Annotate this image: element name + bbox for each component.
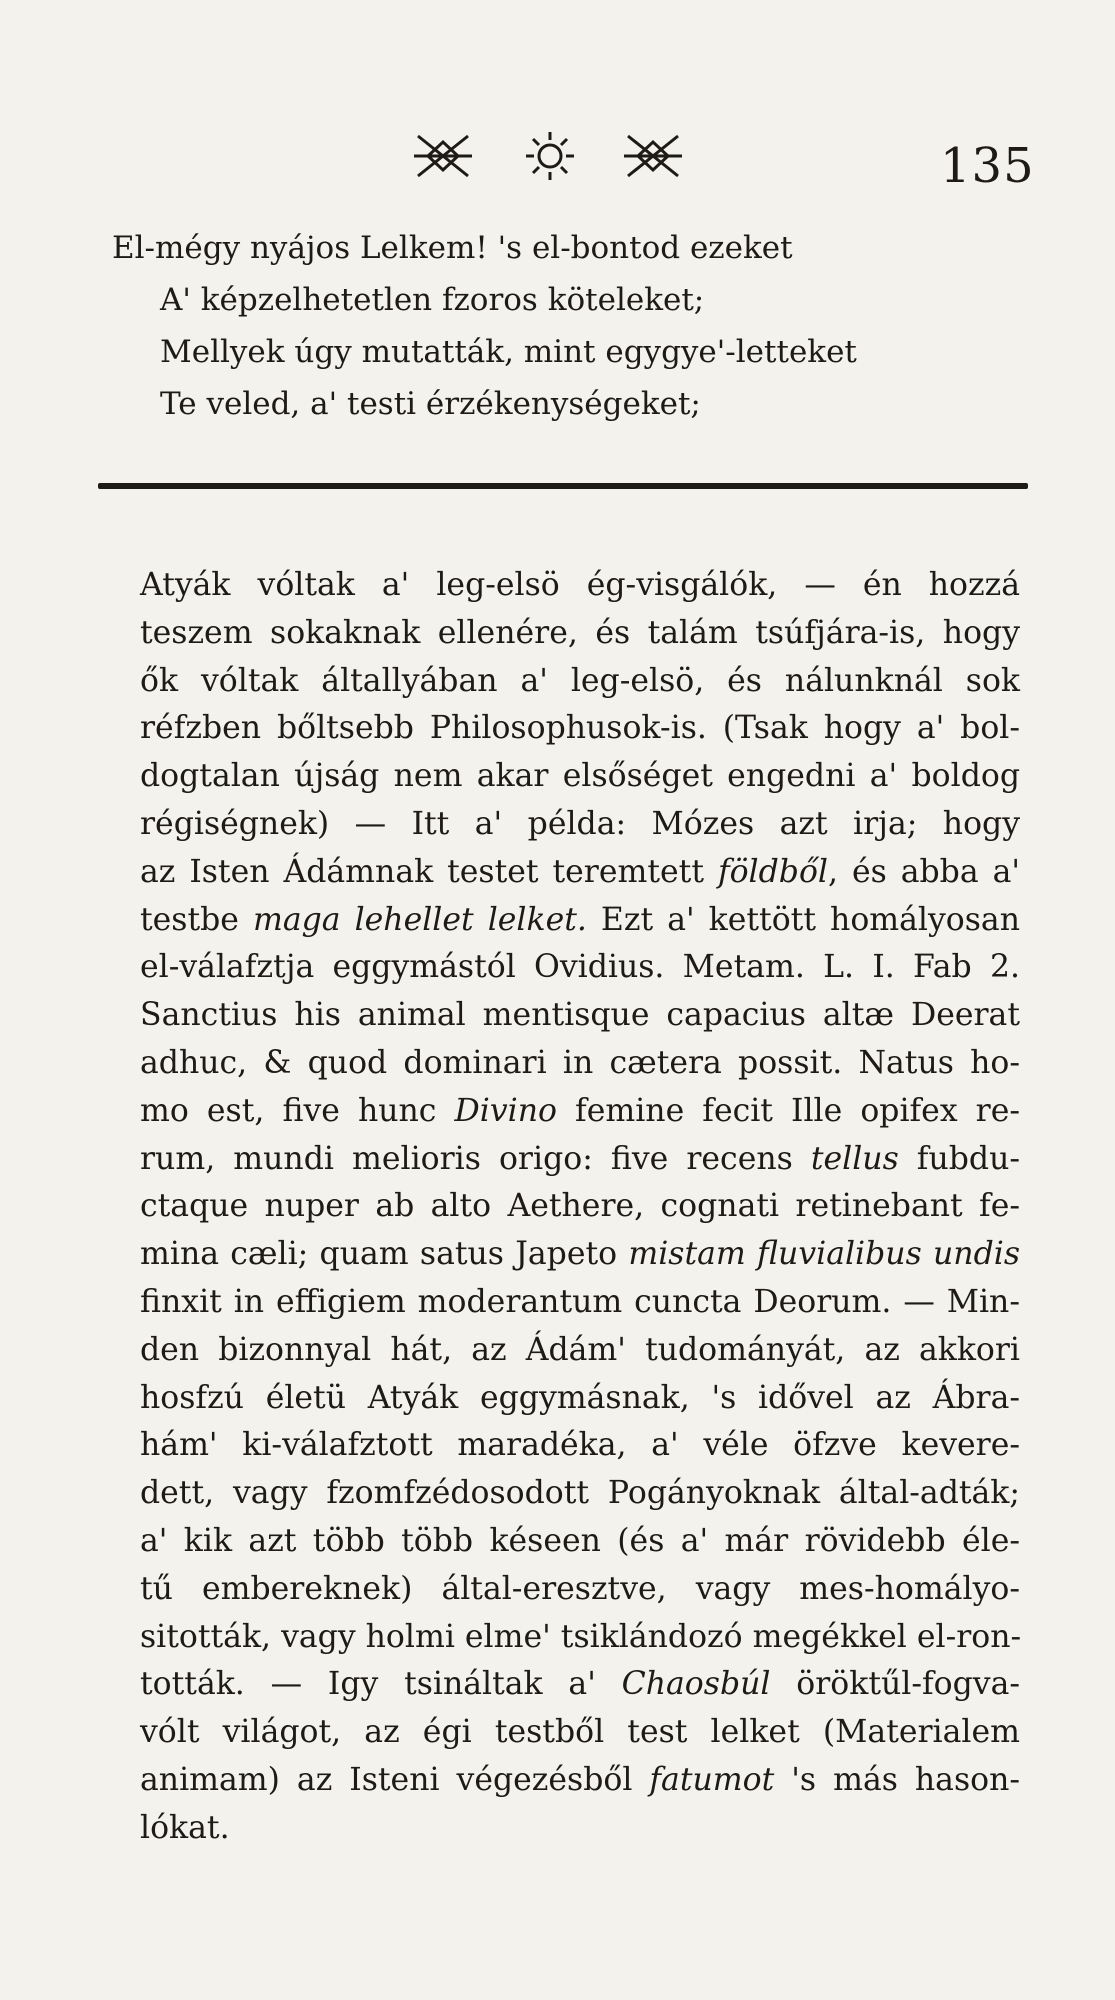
italic-run: Chaosbúl [621, 1666, 771, 1703]
text-run: 's más hason- [774, 1761, 1021, 1798]
text-run: , és abba a' [828, 853, 1021, 890]
text-run: el-válafztja eggymástól Ovidius. Metam. L. I. Fab 2. [140, 949, 1020, 986]
ornament-right-icon [624, 136, 682, 176]
text-run: az Isten Ádámnak testet teremtett [140, 853, 718, 890]
prose-line [140, 1040, 1020, 1088]
text-run: réfzben bőltsebb Philosophusok-is. (Tsak hogy a' bol- [140, 710, 1020, 747]
italic-run: tellus [810, 1140, 899, 1177]
text-run: vólt világot, az égi testből test lelket (Materialem [140, 1714, 1020, 1751]
text-run: hosfzú életü Atyák eggymásnak, 's idővel az Ábra- [140, 1379, 1020, 1416]
prose-line [140, 992, 1020, 1040]
text-run: mina cæli; quam satus Japeto [140, 1236, 629, 1273]
page-number: 135 [940, 138, 1035, 194]
text-run: animam) az Isteni végezésből [140, 1761, 650, 1798]
footnote-text [140, 562, 1020, 1853]
verse-line: A' képzelhetetlen fzoros köteleket; [160, 282, 705, 318]
text-run: Ezt a' kettött homályosan [586, 901, 1020, 938]
text-run: ők vóltak általlyában a' leg-elsö, és nálunknál sok [140, 662, 1020, 699]
text-run: Sanctius his animal mentisque capacius altæ Deerat [140, 997, 1020, 1034]
header-ornament [410, 128, 690, 184]
prose-line [140, 1231, 1020, 1279]
prose-line [140, 849, 1020, 897]
prose-line [140, 1422, 1020, 1470]
text-run: femine fecit Ille opifex re- [556, 1092, 1020, 1129]
prose-line [140, 658, 1020, 706]
prose-line [140, 1709, 1020, 1757]
prose-line [140, 1327, 1020, 1375]
prose-line [140, 562, 1020, 610]
prose-line [140, 1088, 1020, 1136]
verse-line: Te veled, a' testi érzékenységeket; [160, 386, 701, 422]
prose-line [140, 1614, 1020, 1662]
prose-line [140, 1136, 1020, 1184]
text-run: mo est, five hunc [140, 1092, 455, 1129]
italic-run: fatumot [649, 1761, 775, 1798]
prose-line [140, 1566, 1020, 1614]
text-run: finxit in effigiem moderantum cuncta Deorum. — Min- [140, 1283, 1020, 1320]
text-run: sitották, vagy holmi elme' tsiklándozó megékkel el-ron- [140, 1618, 1022, 1655]
italic-run: Divino [454, 1092, 557, 1129]
prose-line [140, 1518, 1020, 1566]
prose-line [140, 1805, 1020, 1853]
prose-line [140, 1183, 1020, 1231]
prose-line [140, 1470, 1020, 1518]
text-run: régiségnek) — Itt a' példa: Mózes azt irja; hogy [140, 805, 1020, 842]
text-run: a' kik azt több több késeen (és a' már rövidebb éle- [140, 1522, 1020, 1559]
text-run: hám' ki-válafztott maradéka, a' véle öfzve kevere- [140, 1427, 1020, 1464]
text-run: Atyák vóltak a' leg-elsö ég-visgálók, — én hozzá [140, 567, 1020, 603]
prose-line [140, 610, 1020, 658]
text-run: den bizonnyal hát, az Ádám' tudományát, az akkori [140, 1331, 1020, 1368]
text-run: dogtalan újság nem akar elsőséget engedni a' boldog [140, 758, 1020, 795]
prose-line [140, 897, 1020, 945]
text-run: testbe [140, 901, 253, 938]
ornament-left-icon [414, 136, 472, 176]
prose-line [140, 944, 1020, 992]
text-run: adhuc, & quod dominari in cætera possit. Natus ho- [140, 1044, 1020, 1081]
text-run: rum, mundi melioris origo: five recens [140, 1140, 811, 1177]
prose-line [140, 753, 1020, 801]
text-run: ctaque nuper ab alto Aethere, cognati retinebant fe- [140, 1188, 1020, 1225]
prose-line [140, 1279, 1020, 1327]
section-divider [98, 483, 1028, 489]
ornament-sun-icon [526, 132, 574, 180]
verse-line: El-mégy nyájos Lelkem! 's el-bontod ezeket [112, 230, 793, 266]
text-run: öröktűl-fogva- [770, 1666, 1020, 1703]
verse-line: Mellyek úgy mutatták, mint egygye'-letteket [160, 334, 857, 370]
prose-line [140, 1375, 1020, 1423]
text-run: teszem sokaknak ellenére, és talám tsúfjára-is, hogy [140, 614, 1020, 651]
text-run: tották. — Igy tsináltak a' [140, 1666, 622, 1703]
text-run: tű embereknek) által-eresztve, vagy mes-homályo- [140, 1570, 1020, 1607]
prose-line [140, 801, 1020, 849]
italic-run: földből [717, 853, 829, 890]
prose-line [140, 705, 1020, 753]
text-run: lókat. [140, 1809, 230, 1846]
italic-run: maga lehellet lelket. [252, 901, 587, 938]
prose-line [140, 1661, 1020, 1709]
text-run: dett, vagy fzomfzédosodott Pogányoknak által-adták; [140, 1475, 1020, 1512]
italic-run: mistam fluvialibus undis [628, 1236, 1020, 1273]
prose-line [140, 1757, 1020, 1805]
text-run: fubdu- [898, 1140, 1021, 1177]
